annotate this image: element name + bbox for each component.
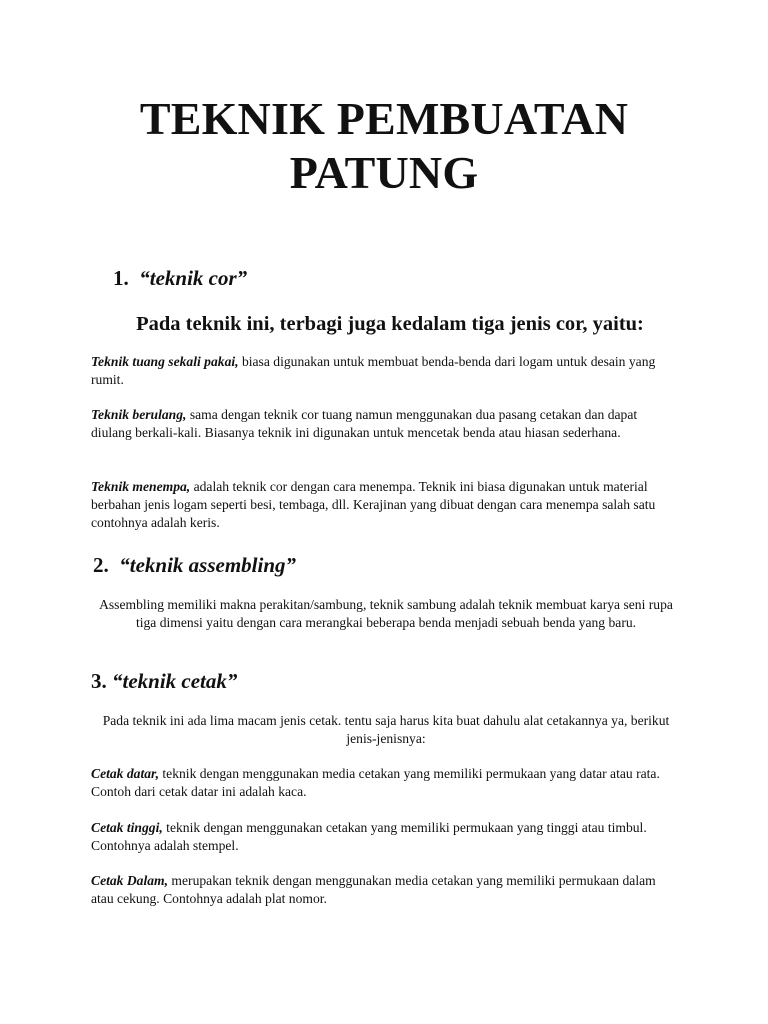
section-3-item-3 [91, 872, 681, 908]
title-line-1: TEKNIK PEMBUATAN [139, 93, 629, 144]
section-1-number: 1. [113, 266, 129, 290]
section-1-intro: Pada teknik ini, terbagi juga kedalam tiga jenis cor, yaitu: [136, 313, 644, 335]
item-text: teknik dengan menggunakan media cetakan yang memiliki permukaan yang datar atau rata. Contoh dari cetak datar ini adalah kaca. [91, 766, 660, 799]
document-title [84, 92, 684, 200]
section-3-heading [91, 668, 237, 694]
item-text: adalah teknik cor dengan cara menempa. Teknik ini biasa digunakan untuk material berbahan jenis logam seperti besi, tembaga, dll. Kerajinan yang dibuat dengan cara menempa salah satu contohnya adalah keris. [91, 479, 656, 530]
item-term: Cetak Dalam, [91, 873, 169, 888]
item-text: teknik dengan menggunakan cetakan yang memiliki permukaan yang tinggi atau timbul. Contohnya adalah stempel. [91, 820, 647, 853]
item-term: Teknik tuang sekali pakai, [91, 354, 239, 369]
section-3-intro: Pada teknik ini ada lima macam jenis cetak. tentu saja harus kita buat dahulu alat cetakannya ya, berikut jenis-jenisnya: [102, 713, 670, 746]
section-1-title: “teknik cor” [139, 266, 248, 290]
section-1-item-1 [91, 353, 681, 389]
item-term: Teknik menempa, [91, 479, 191, 494]
item-text: biasa digunakan untuk membuat benda-benda dari logam untuk desain yang rumit. [91, 354, 656, 387]
item-term: Cetak tinggi, [91, 820, 163, 835]
section-2-number: 2. [93, 553, 109, 577]
section-1-item-3 [91, 478, 681, 532]
section-2-heading [93, 552, 296, 578]
section-1-heading [113, 265, 247, 291]
section-2-title: “teknik assembling” [119, 553, 297, 577]
section-3-title: “teknik cetak” [112, 669, 238, 693]
item-term: Cetak datar, [91, 766, 159, 781]
item-text: merupakan teknik dengan menggunakan media cetakan yang memiliki permukaan dalam atau cekung. Contohnya adalah plat nomor. [91, 873, 656, 906]
section-1-item-2 [91, 406, 681, 442]
item-text: sama dengan teknik cor tuang namun menggunakan dua pasang cetakan dan dapat diulang berkali-kali. Biasanya teknik ini digunakan untuk mencetak benda atau hiasan sederhana. [91, 407, 638, 440]
section-2-body: Assembling memiliki makna perakitan/sambung, teknik sambung adalah teknik membuat karya seni rupa tiga dimensi yaitu dengan cara merangkai beberapa benda menjadi sebuah benda yang baru. [99, 597, 673, 630]
title-line-2: PATUNG [289, 147, 479, 198]
section-3-item-2 [91, 819, 681, 855]
section-3-item-1 [91, 765, 681, 801]
item-term: Teknik berulang, [91, 407, 187, 422]
section-3-number: 3. [91, 669, 107, 693]
